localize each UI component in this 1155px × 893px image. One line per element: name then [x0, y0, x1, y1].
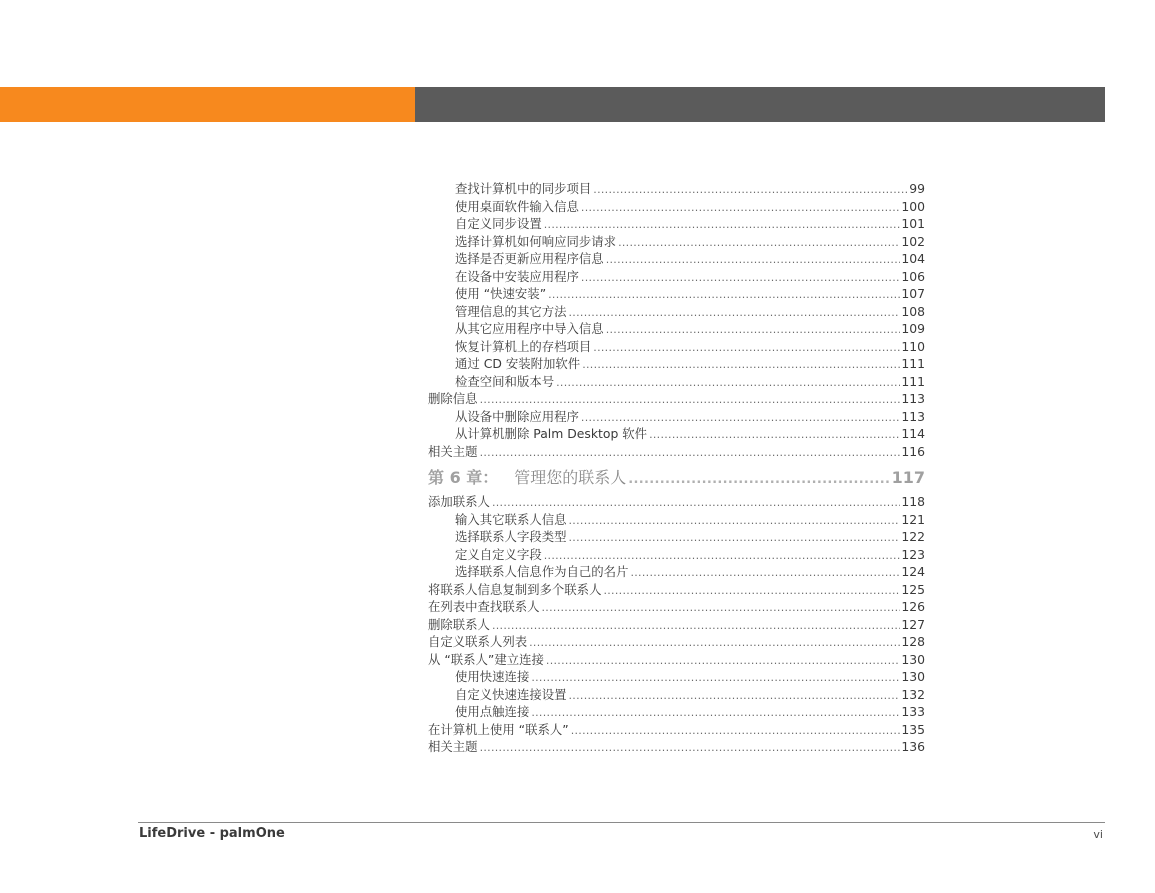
toc-entry-page-number: 133	[901, 704, 925, 719]
toc-entry-title: 删除信息	[428, 391, 478, 406]
dot-leader	[544, 216, 901, 234]
toc-entry[interactable]	[428, 303, 925, 321]
dot-leader	[546, 652, 900, 670]
toc-entry-page-number: 135	[901, 721, 925, 737]
toc-entry[interactable]	[428, 250, 925, 268]
dot-leader	[603, 582, 900, 600]
toc-entry[interactable]	[428, 180, 925, 198]
toc-entry-page-number: 121	[901, 511, 925, 527]
dot-leader	[548, 286, 900, 304]
toc-entry-page-number: 126	[901, 599, 925, 614]
toc-entry[interactable]	[428, 633, 925, 651]
dot-leader	[544, 547, 901, 565]
toc-entry-title: 使用点触连接	[455, 704, 530, 719]
toc-entry-title: 从计算机删除 Palm Desktop 软件	[455, 426, 648, 441]
toc-entry-page-number: 132	[901, 686, 925, 702]
toc-entry-page-number: 123	[901, 546, 925, 562]
toc-entry-title: 选择联系人信息作为自己的名片	[455, 564, 629, 579]
toc-entry-title: 删除联系人	[428, 616, 490, 632]
toc-entry-title: 查找计算机中的同步项目	[455, 181, 592, 196]
toc-entry-title: 使用桌面软件输入信息	[455, 198, 579, 214]
dot-leader	[581, 269, 900, 287]
toc-entry-title: 将联系人信息复制到多个联系人	[428, 581, 602, 597]
toc-entry-page-number: 108	[901, 303, 925, 319]
toc-entry-page-number: 104	[901, 251, 925, 266]
toc-entry-title: 管理信息的其它方法	[455, 303, 567, 319]
dot-leader	[480, 739, 901, 757]
toc-entry[interactable]	[428, 721, 925, 739]
toc-entry-title: 相关主题	[428, 739, 478, 754]
toc-entry-page-number: 116	[901, 443, 925, 459]
toc-entry[interactable]	[428, 215, 925, 233]
dot-leader	[581, 199, 900, 217]
toc-entry-title: 检查空间和版本号	[455, 373, 555, 389]
toc-entry-title: 使用 “快速安装”	[455, 286, 547, 301]
dot-leader	[480, 444, 901, 462]
toc-entry-page-number: 107	[901, 286, 925, 301]
toc-entry-title: 在设备中安装应用程序	[455, 268, 579, 284]
toc-entry-page-number: 100	[901, 198, 925, 214]
dot-leader	[581, 409, 900, 427]
chapter-number: 第 6 章：	[428, 468, 499, 487]
toc-entry[interactable]	[428, 373, 925, 391]
dot-leader	[593, 181, 908, 199]
toc-entry-page-number: 125	[901, 581, 925, 597]
dot-leader	[529, 634, 900, 652]
table-of-contents	[428, 180, 925, 756]
header-gray-bar	[415, 87, 1105, 122]
toc-entry-page-number: 109	[901, 321, 925, 336]
toc-entry-title: 从 “联系人”建立连接	[428, 651, 544, 667]
toc-entry-page-number: 111	[901, 373, 925, 389]
dot-leader	[569, 529, 901, 547]
toc-entry-title: 自定义同步设置	[455, 216, 542, 231]
toc-entry-page-number: 113	[901, 391, 925, 406]
chapter-page-number: 117	[891, 468, 925, 487]
dot-leader	[618, 234, 900, 252]
toc-entry-page-number: 101	[901, 216, 925, 231]
toc-entry[interactable]	[428, 528, 925, 546]
dot-leader	[531, 669, 900, 687]
dot-leader	[556, 374, 900, 392]
toc-entry-title: 从设备中删除应用程序	[455, 408, 579, 424]
toc-entry-page-number: 127	[901, 616, 925, 632]
toc-entry-page-number: 130	[901, 651, 925, 667]
toc-entry[interactable]	[428, 581, 925, 599]
toc-entry[interactable]	[428, 738, 925, 756]
dot-leader	[649, 426, 900, 444]
toc-entry-title: 选择是否更新应用程序信息	[455, 251, 604, 266]
toc-entry-page-number: 128	[901, 634, 925, 649]
toc-entry-title: 通过 CD 安装附加软件	[455, 356, 581, 371]
toc-entry[interactable]	[428, 338, 925, 356]
footer-document-title: LifeDrive - palmOne	[139, 826, 285, 841]
footer-divider	[138, 822, 1105, 823]
toc-entry-title: 在计算机上使用 “联系人”	[428, 721, 569, 737]
toc-entry-page-number: 114	[901, 426, 925, 441]
dot-leader	[628, 468, 890, 492]
toc-entry-title: 在列表中查找联系人	[428, 599, 540, 614]
toc-entry[interactable]	[428, 285, 925, 303]
toc-section-before-chapter	[428, 180, 925, 460]
dot-leader	[593, 339, 900, 357]
toc-entry-title: 相关主题	[428, 443, 478, 459]
dot-leader	[582, 356, 900, 374]
toc-section-after-chapter	[428, 493, 925, 756]
dot-leader	[606, 321, 901, 339]
dot-leader	[569, 512, 901, 530]
dot-leader	[492, 617, 900, 635]
toc-entry-title: 恢复计算机上的存档项目	[455, 338, 592, 354]
dot-leader	[542, 599, 901, 617]
toc-entry-page-number: 124	[901, 564, 925, 579]
toc-entry[interactable]	[428, 390, 925, 408]
toc-chapter-heading[interactable]	[428, 466, 925, 490]
dot-leader	[569, 687, 901, 705]
toc-entry-title: 定义自定义字段	[455, 546, 542, 562]
footer-page-number: vi	[1093, 828, 1103, 841]
toc-entry-page-number: 99	[909, 181, 925, 196]
toc-entry-page-number: 106	[901, 268, 925, 284]
toc-entry-title: 选择计算机如何响应同步请求	[455, 233, 617, 249]
toc-entry[interactable]	[428, 563, 925, 581]
dot-leader	[571, 722, 901, 740]
toc-entry[interactable]	[428, 616, 925, 634]
toc-entry-page-number: 111	[901, 356, 925, 371]
toc-entry-title: 输入其它联系人信息	[455, 511, 567, 527]
header-accent-bar	[0, 87, 415, 122]
toc-entry-page-number: 102	[901, 233, 925, 249]
dot-leader	[630, 564, 900, 582]
toc-entry[interactable]	[428, 686, 925, 704]
dot-leader	[569, 304, 901, 322]
toc-entry[interactable]	[428, 320, 925, 338]
toc-entry[interactable]	[428, 408, 925, 426]
toc-entry[interactable]	[428, 511, 925, 529]
toc-entry-page-number: 110	[901, 338, 925, 354]
dot-leader	[531, 704, 900, 722]
toc-entry[interactable]	[428, 233, 925, 251]
toc-entry-page-number: 130	[901, 669, 925, 684]
toc-entry-title: 自定义快速连接设置	[455, 686, 567, 702]
dot-leader	[480, 391, 901, 409]
toc-entry-title: 自定义联系人列表	[428, 634, 528, 649]
toc-entry[interactable]	[428, 493, 925, 511]
toc-entry[interactable]	[428, 355, 925, 373]
toc-entry[interactable]	[428, 651, 925, 669]
toc-entry-page-number: 122	[901, 529, 925, 544]
dot-leader	[492, 494, 900, 512]
toc-entry[interactable]	[428, 268, 925, 286]
toc-entry-page-number: 113	[901, 408, 925, 424]
toc-entry-page-number: 118	[901, 494, 925, 509]
toc-entry[interactable]	[428, 198, 925, 216]
toc-entry-title: 从其它应用程序中导入信息	[455, 321, 604, 336]
toc-entry-title: 选择联系人字段类型	[455, 529, 567, 544]
toc-entry[interactable]	[428, 443, 925, 461]
toc-entry[interactable]	[428, 598, 925, 616]
toc-entry-page-number: 136	[901, 739, 925, 754]
toc-entry[interactable]	[428, 425, 925, 443]
toc-entry[interactable]	[428, 546, 925, 564]
toc-entry[interactable]	[428, 668, 925, 686]
toc-entry[interactable]	[428, 703, 925, 721]
toc-entry-title: 使用快速连接	[455, 669, 530, 684]
chapter-title: 管理您的联系人	[514, 468, 627, 487]
dot-leader	[606, 251, 901, 269]
toc-entry-title: 添加联系人	[428, 494, 490, 509]
